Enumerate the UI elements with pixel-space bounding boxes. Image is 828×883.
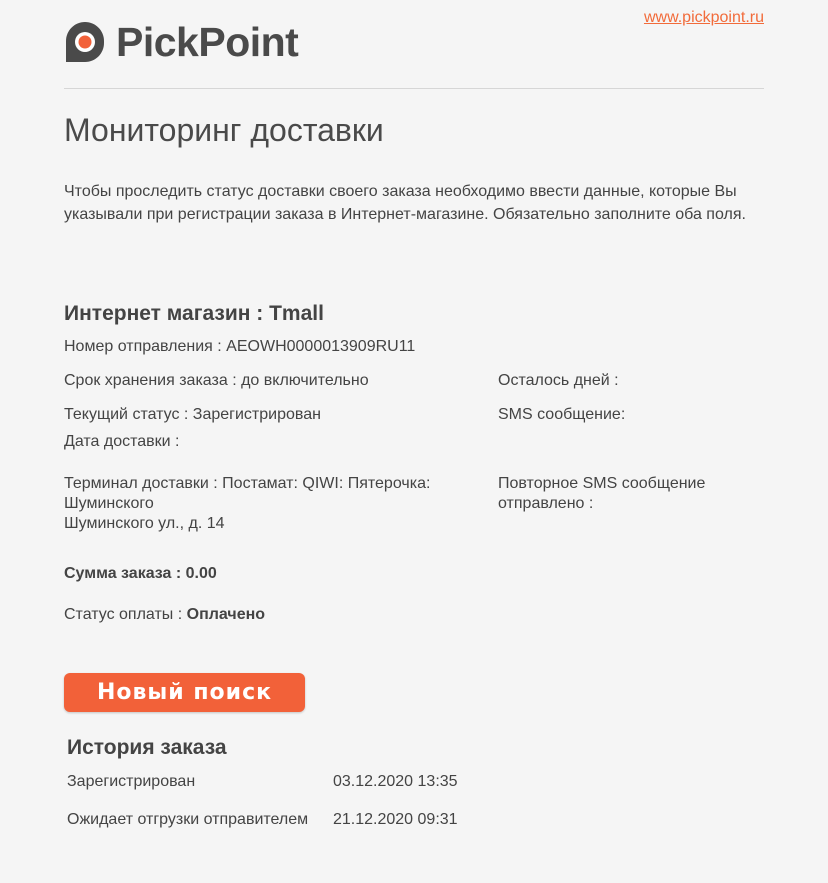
delivery-terminal xyxy=(64,474,430,534)
history-status: Ожидает отгрузки отправителем xyxy=(67,811,309,828)
payment-status-value: Оплачено xyxy=(186,606,266,623)
pickpoint-logo-icon xyxy=(64,20,106,64)
order-sum: Сумма заказа : 0.00 xyxy=(64,565,217,582)
history-title: История заказа xyxy=(67,736,227,759)
payment-status-label: Статус оплаты : xyxy=(64,606,183,623)
payment-status xyxy=(64,605,265,625)
new-search-button[interactable]: Новый поиск xyxy=(64,673,305,712)
intro-text: Чтобы проследить статус доставки своего заказа необходимо ввести данные, которые Вы указывали при регистрации заказа в Интернет-магазине. Обязательно заполните оба поля. xyxy=(64,183,746,223)
shop-title: Интернет магазин : Tmall xyxy=(64,302,324,325)
logo-text: PickPoint xyxy=(116,19,299,65)
sms-message: SMS сообщение: xyxy=(498,406,626,423)
days-left: Осталось дней : xyxy=(498,372,619,389)
page-title: Мониторинг доставки xyxy=(64,112,384,148)
site-link[interactable]: www.pickpoint.ru xyxy=(643,9,764,26)
terminal-line: Шуминского xyxy=(64,495,154,512)
terminal-line: Терминал доставки : Постамат: QIWI: Пятерочка: xyxy=(64,475,431,492)
shipment-number: Номер отправления : AEOWH0000013909RU11 xyxy=(64,338,416,355)
repeat-sms xyxy=(498,474,705,514)
delivery-date: Дата доставки : xyxy=(64,433,180,450)
repeat-sms-line: отправлено : xyxy=(498,495,594,512)
header-divider xyxy=(64,88,764,89)
pickpoint-logo[interactable] xyxy=(64,18,298,66)
history-datetime: 21.12.2020 09:31 xyxy=(333,811,458,828)
terminal-address: Шуминского ул., д. 14 xyxy=(64,515,225,532)
history-datetime: 03.12.2020 13:35 xyxy=(333,773,458,790)
current-status: Текущий статус : Зарегистрирован xyxy=(64,406,321,423)
history-row xyxy=(67,773,458,791)
repeat-sms-line: Повторное SMS сообщение xyxy=(498,475,706,492)
history-status: Зарегистрирован xyxy=(67,773,196,790)
history-row xyxy=(67,811,458,829)
storage-period: Срок хранения заказа : до включительно xyxy=(64,372,369,389)
